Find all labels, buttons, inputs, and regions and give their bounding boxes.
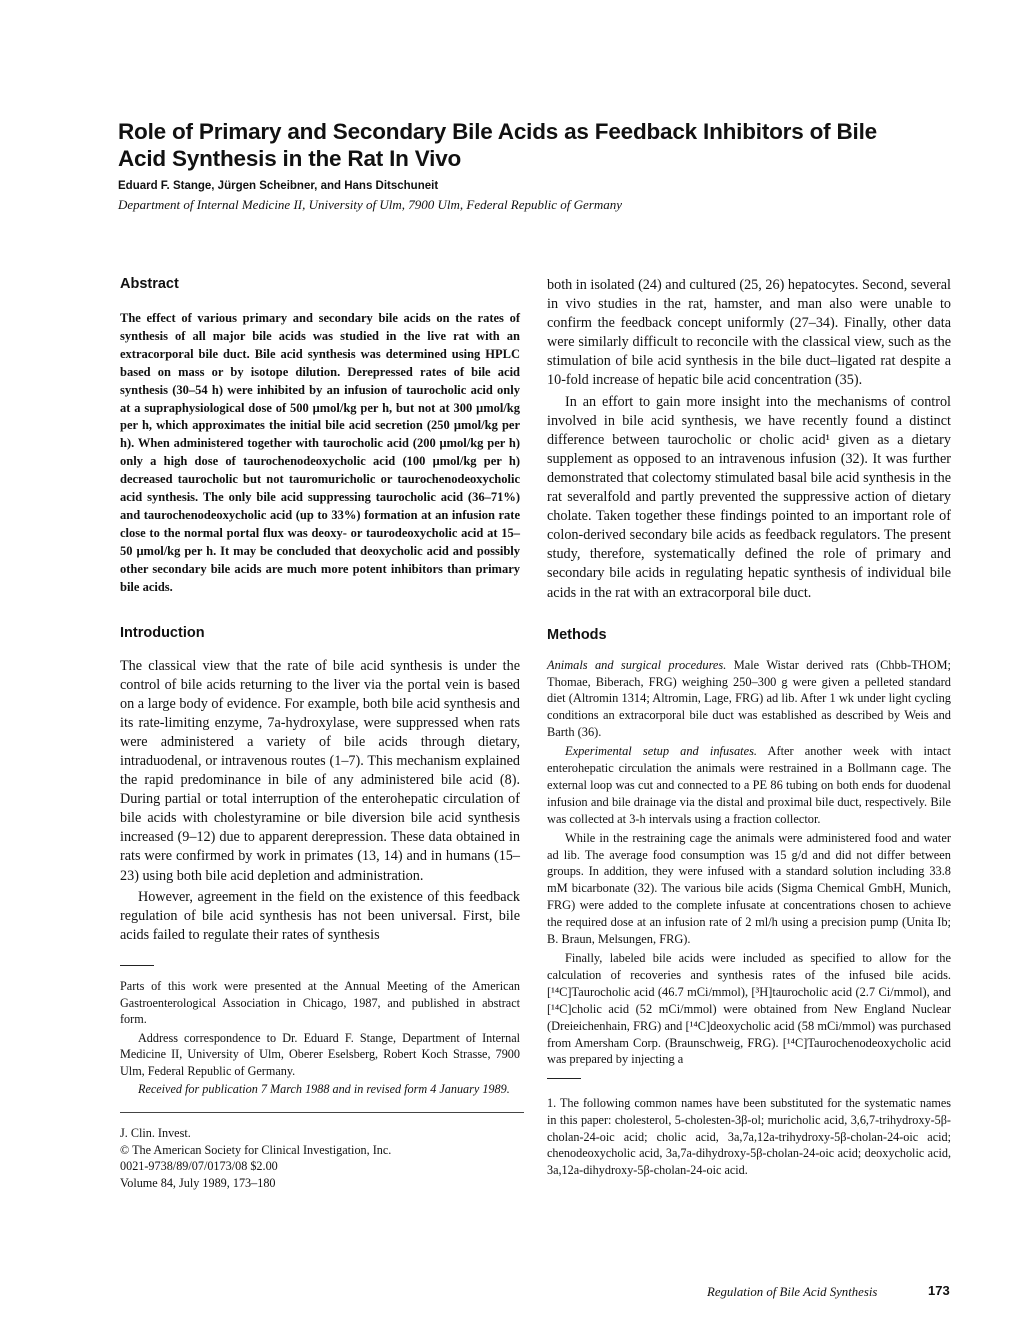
animals-subheading: Animals and surgical procedures.	[547, 657, 727, 672]
journal-info	[120, 1125, 520, 1191]
setup-text: After another week with intact enterohepatic circulation the animals were restrained in a Bollmann cage. The external loop was cut and connected to a PE 86 tubing on both ends for duodenal infusion and bile drainage via the distal and proximal bile duct, respectively. Bile was collected at 3-h intervals using a fraction collector.	[547, 744, 951, 826]
abstract-text: The effect of various primary and secondary bile acids on the rates of synthesis of all major bile acids was studied in the live rat with an extracorporal bile duct. Bile acid synthesis was determined using HPLC based on mass or by isotope dilution. Derepressed rates of bile acid synthesis (30–54 h) were inhibited by an infusion of taurocholic acid only at a supraphysiological dose of 500 μmol/kg per h, but not at 300 μmol/kg per h, which approximates the initial bile acid secretion (250 μmol/kg per h). When administered together with taurocholic acid (200 μmol/kg per h) only a high dose of taurochenodeoxycholic acid (100 μmol/kg per h) decreased taurocholic but not tauromuricholic or taurochenodeoxycholic acid synthesis. The only bile acid suppressing taurocholic acid (36–71%) and taurochenodeoxycholic acid (up to 33%) formation at an infusion rate close to the normal portal flux was deoxy- or taurodeoxycholic acid at 15–50 μmol/kg per h. It may be concluded that deoxycholic acid and possibly other secondary bile acids are much more potent inhibitors than primary bile acids.	[120, 311, 520, 594]
copyright-line: © The American Society for Clinical Investigation, Inc.	[120, 1142, 392, 1157]
methods-labeled-paragraph: Finally, labeled bile acids were included as specified to allow for the calculation of recoveries and synthesis rates of the infused bile acids. [¹⁴C]Taurocholic acid (46.7 mCi/mmol), [³H]taurocholic acid (2.7 Ci/mmol), and [¹⁴C]cholic acid (52 mCi/mmol) were obtained from New England Nuclear (Dreieichenhain, FRG) and [¹⁴C]deoxycholic acid (58 mCi/mmol) was purchased from Amersham Corp. (Braunschweig, FRG). [¹⁴C]Taurochenodeoxycholic acid was prepared by injecting a	[547, 951, 951, 1067]
intro-paragraph-1: The classical view that the rate of bile acid synthesis is under the control of bile acids returning to the liver via the portal vein is based on a large body of evidence. For example, both bile acid synthesis and its rate-limiting enzyme, 7a-hydroxylase, were suppressed when rats were administered a variety of bile acids through dietary, intraduodenal, or intravenous routes (1–7). This mechanism explained the rapid predominance in bile of any administered bile acid (8). During partial or total interruption of the enterohepatic circulation of bile acids with cholestyramine or bile diversion bile acid synthesis increased (9–12) due to apparent derepression. These data obtained in rats were confirmed by work in primates (13, 14) and in humans (15–23) using both bile acid depletion and administration.	[120, 657, 520, 884]
animals-text: Male Wistar derived rats (Chbb-THOM; Thomae, Biberach, FRG) weighing 250–300 g were given a pelleted standard diet (Altromin 1314; Altromin, Lage, FRG) ad lib. After 1 wk under light cycling conditions an extracorporal bile duct was established as described by Weis and Barth (36).	[547, 657, 951, 740]
author-list: Eduard F. Stange, Jürgen Scheibner, and Hans Ditschuneit	[118, 180, 439, 192]
footnote-presentation: Parts of this work were presented at the Annual Meeting of the American Gastroenterological Association in Chicago, 1987, and published in abstract form.	[120, 978, 520, 1027]
abstract-heading: Abstract	[120, 276, 179, 292]
methods-setup	[547, 743, 951, 828]
footnote-divider-right	[547, 1078, 581, 1079]
intro-paragraph-2: However, agreement in the field on the existence of this feedback regulation of bile acid synthesis has not been universal. First, bile acids failed to regulate their rates of synthesis	[120, 888, 520, 943]
intro-paragraph-3: In an effort to gain more insight into the mechanisms of control involved in bile acid synthesis, we have recently found a distinct difference between taurocholic or cholic acid¹ given as a dietary supplement as opposed to an intravenous infusion (32). It was further demonstrated that colectomy stimulated basal bile acid synthesis in the rat severalfold and partly prevented the suppressive action of dietary cholate. Taken together these findings pointed to an important role of colon-derived secondary bile acids as feedback regulators. The present study, therefore, systematically defined the role of primary and secondary bile acids in regulating hepatic synthesis of individual bile acids in the rat with an extracorporal bile duct.	[547, 393, 951, 601]
methods-animals	[547, 657, 951, 742]
footnote-received: Received for publication 7 March 1988 and in revised form 4 January 1989.	[138, 1082, 510, 1097]
footnote-correspondence: Address correspondence to Dr. Eduard F. Stange, Department of Internal Medicine II, University of Ulm, Oberer Eselsberg, Robert Koch Strasse, 7900 Ulm, Federal Republic of Germany.	[120, 1030, 520, 1078]
intro-continuation: both in isolated (24) and cultured (25, 26) hepatocytes. Second, several in vivo studies in the rat, hamster, and man also were unable to confirm the feedback concept uniformly (27–34). Finally, other data were similarly difficult to reconcile with the classical view, such as the stimulation of bile acid synthesis in the bile duct–ligated rat despite a 10-fold increase of hepatic bile acid concentration (35).	[547, 277, 951, 389]
footnote-common-names: 1. The following common names have been substituted for the systematic names in this paper: cholesterol, 5-cholesten-3β-ol; muricholic acid, 3,6,7-trihydroxy-5β-cholan-24-oic acid; cholic acid, 3a,7a,12a-trihydroxy-5β-cholan-24-oic acid; chenodeoxycholic acid, 3a,7a-dihydroxy-5β-cholan-24-oic acid; deoxycholic acid, 3a,12a-dihydroxy-5β-cholan-24-oic acid.	[547, 1096, 951, 1177]
introduction-heading: Introduction	[120, 624, 205, 641]
affiliation: Department of Internal Medicine II, University of Ulm, 7900 Ulm, Federal Republic of Germany	[118, 197, 622, 212]
page-number: 173	[928, 1283, 950, 1298]
right-column	[547, 276, 951, 1178]
setup-subheading: Experimental setup and infusates.	[565, 744, 758, 759]
left-column	[120, 276, 520, 1191]
journal-info-divider	[120, 1112, 524, 1113]
methods-heading: Methods	[547, 626, 607, 643]
volume-line: Volume 84, July 1989, 173–180	[120, 1175, 276, 1190]
paper-title: Role of Primary and Secondary Bile Acids as Feedback Inhibitors of Bile Acid Synthesis in the Rat In Vivo	[118, 119, 877, 171]
running-title: Regulation of Bile Acid Synthesis	[707, 1285, 878, 1299]
journal-name: J. Clin. Invest.	[120, 1126, 191, 1141]
issn-line: 0021-9738/89/07/0173/08 $2.00	[120, 1159, 278, 1174]
methods-cage-paragraph: While in the restraining cage the animals were administered food and water ad lib. The average food consumption was 15 g/d and did not differ between groups. In addition, they were infused with a standard solution including 33.8 mM bicarbonate (32). The various bile acids (Sigma Chemical GmbH, Munich, FRG) were added to the complete infusate at concentrations chosen to achieve the required dose at an infusion rate of 2 ml/h using a precision pump (Unita Ib; B. Braun, Melsungen, FRG).	[547, 830, 951, 947]
footnote-divider	[120, 965, 154, 966]
